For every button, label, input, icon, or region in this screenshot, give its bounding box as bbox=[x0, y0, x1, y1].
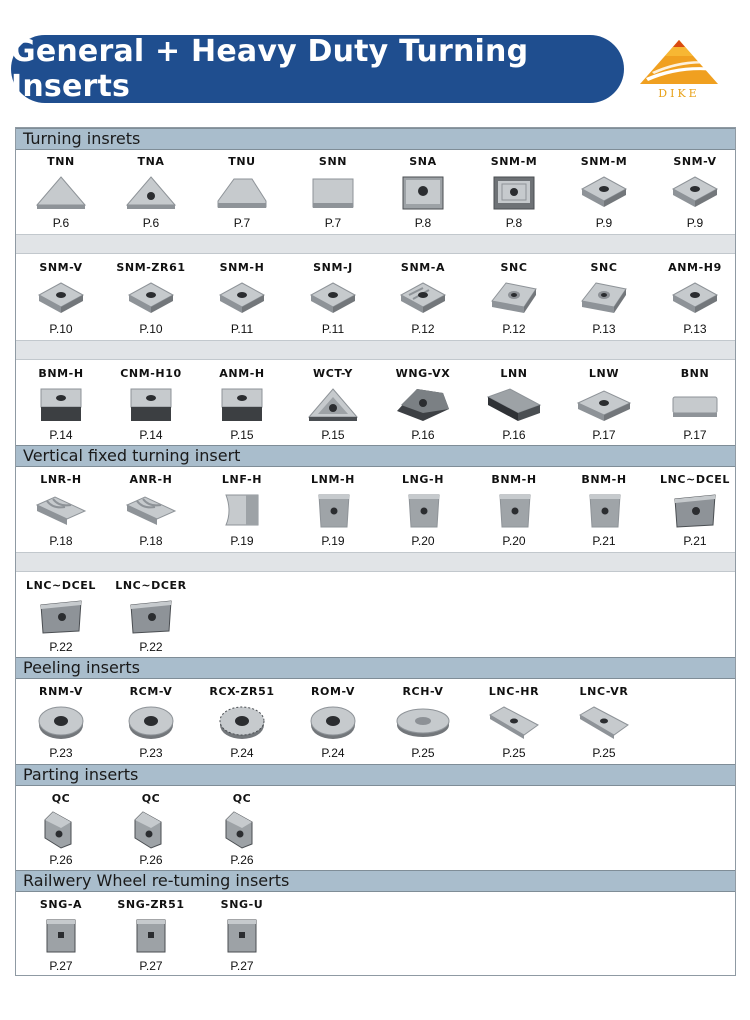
insert-code: SNG-A bbox=[39, 898, 83, 911]
railway-square-insert-icon bbox=[212, 914, 272, 956]
insert-code: SNM-A bbox=[400, 261, 446, 274]
insert-item[interactable] bbox=[378, 149, 468, 231]
insert-item[interactable] bbox=[650, 255, 740, 337]
insert-item[interactable] bbox=[197, 786, 287, 868]
insert-item[interactable] bbox=[16, 892, 106, 974]
thick-block-insert-icon bbox=[212, 383, 272, 425]
page-reference: P.17 bbox=[592, 428, 616, 442]
tangential-insert-icon bbox=[574, 489, 634, 531]
insert-item[interactable] bbox=[106, 255, 196, 337]
long-hole-insert-icon bbox=[574, 383, 634, 425]
page-reference: P.20 bbox=[502, 534, 526, 548]
insert-code: TNA bbox=[137, 155, 165, 168]
insert-item[interactable] bbox=[16, 361, 106, 443]
railway-square-insert-icon bbox=[31, 914, 91, 956]
grooved-bar-insert-icon bbox=[31, 489, 91, 531]
insert-item[interactable] bbox=[16, 467, 106, 549]
title-banner bbox=[11, 35, 624, 103]
insert-item[interactable] bbox=[378, 467, 468, 549]
square-diamond-insert-icon bbox=[665, 277, 725, 319]
page-reference: P.18 bbox=[139, 534, 163, 548]
insert-item[interactable] bbox=[197, 255, 287, 337]
insert-code: ANR-H bbox=[129, 473, 173, 486]
page-reference: P.12 bbox=[502, 322, 526, 336]
insert-item[interactable] bbox=[288, 467, 378, 549]
profile-insert-icon bbox=[212, 489, 272, 531]
parting-insert-icon bbox=[212, 808, 272, 850]
insert-item[interactable] bbox=[106, 786, 196, 868]
insert-item[interactable] bbox=[16, 149, 106, 231]
page-reference: P.21 bbox=[592, 534, 616, 548]
round-insert-icon bbox=[303, 701, 363, 743]
page-reference: P.25 bbox=[502, 746, 526, 760]
insert-code: TNU bbox=[228, 155, 256, 168]
insert-item[interactable] bbox=[559, 149, 649, 231]
page-reference: P.26 bbox=[230, 853, 254, 867]
insert-code: LNC~DCEL bbox=[659, 473, 731, 486]
page-reference: P.22 bbox=[49, 640, 73, 654]
thick-block-insert-icon bbox=[31, 383, 91, 425]
page-reference: P.17 bbox=[683, 428, 707, 442]
section-title: Peeling inserts bbox=[23, 658, 140, 677]
row-divider bbox=[16, 234, 735, 254]
insert-code: LNC-VR bbox=[579, 685, 629, 698]
section-title: Parting inserts bbox=[23, 765, 139, 784]
page-title: General + Heavy Duty Turning Inserts bbox=[11, 34, 529, 104]
page-reference: P.12 bbox=[411, 322, 435, 336]
triangle-insert-icon bbox=[31, 171, 91, 213]
page-reference: P.24 bbox=[321, 746, 345, 760]
insert-code: SNA bbox=[409, 155, 437, 168]
page-reference: P.11 bbox=[321, 322, 345, 336]
insert-item[interactable] bbox=[559, 361, 649, 443]
insert-item[interactable] bbox=[559, 467, 649, 549]
dike-logo bbox=[638, 38, 720, 104]
section-header bbox=[16, 764, 735, 786]
grooved-bar-insert-icon bbox=[121, 489, 181, 531]
page-reference: P.19 bbox=[321, 534, 345, 548]
square-diamond-grooved-insert-icon bbox=[393, 277, 453, 319]
insert-code: TNN bbox=[47, 155, 75, 168]
insert-code: LNG-H bbox=[401, 473, 444, 486]
thick-block-insert-icon bbox=[121, 383, 181, 425]
page-reference: P.13 bbox=[683, 322, 707, 336]
page-reference: P.27 bbox=[139, 959, 163, 973]
insert-code: LNC~DCEL bbox=[25, 579, 97, 592]
page-reference: P.22 bbox=[139, 640, 163, 654]
insert-code: LNF-H bbox=[221, 473, 263, 486]
insert-code: BNN bbox=[680, 367, 710, 380]
insert-item[interactable] bbox=[16, 255, 106, 337]
page-reference: P.14 bbox=[139, 428, 163, 442]
page-reference: P.16 bbox=[411, 428, 435, 442]
insert-item[interactable] bbox=[197, 361, 287, 443]
insert-code: ROM-V bbox=[310, 685, 356, 698]
insert-code: SNC bbox=[500, 261, 528, 274]
tangential-angled-insert-icon bbox=[665, 489, 725, 531]
page-reference: P.13 bbox=[592, 322, 616, 336]
page-reference: P.27 bbox=[49, 959, 73, 973]
page-reference: P.23 bbox=[49, 746, 73, 760]
square-hole-insert-icon bbox=[393, 171, 453, 213]
insert-code: SNG-ZR51 bbox=[117, 898, 185, 911]
insert-code: LNR-H bbox=[40, 473, 82, 486]
section-title: Railwery Wheel re-tuming inserts bbox=[23, 871, 290, 890]
square-countersunk-insert-icon bbox=[484, 277, 544, 319]
page-reference: P.18 bbox=[49, 534, 73, 548]
insert-code: RCH-V bbox=[402, 685, 444, 698]
insert-code: BNM-H bbox=[491, 473, 537, 486]
insert-code: SNG-U bbox=[220, 898, 264, 911]
round-flat-insert-icon bbox=[393, 701, 453, 743]
insert-code: RCX-ZR51 bbox=[209, 685, 275, 698]
insert-item[interactable] bbox=[16, 786, 106, 868]
insert-item[interactable] bbox=[288, 149, 378, 231]
insert-code: ANM-H9 bbox=[668, 261, 722, 274]
square-diamond-insert-icon bbox=[665, 171, 725, 213]
tangential-insert-icon bbox=[303, 489, 363, 531]
insert-item[interactable] bbox=[288, 255, 378, 337]
section-header bbox=[16, 128, 735, 150]
insert-item[interactable] bbox=[559, 679, 649, 761]
trigon-chipbreaker-insert-icon bbox=[303, 383, 363, 425]
page-reference: P.15 bbox=[230, 428, 254, 442]
insert-code: RNM-V bbox=[39, 685, 83, 698]
insert-code: SNM-M bbox=[580, 155, 628, 168]
square-diamond-insert-icon bbox=[121, 277, 181, 319]
page-reference: P.15 bbox=[321, 428, 345, 442]
insert-item[interactable] bbox=[106, 892, 196, 974]
insert-code: QC bbox=[51, 792, 71, 805]
insert-item[interactable] bbox=[106, 467, 196, 549]
peeling-bar-insert-icon bbox=[484, 701, 544, 743]
insert-catalog bbox=[15, 127, 736, 976]
square-diamond-insert-icon bbox=[31, 277, 91, 319]
section-header bbox=[16, 870, 735, 892]
insert-code: SNC bbox=[590, 261, 618, 274]
page-reference: P.8 bbox=[505, 216, 523, 230]
page-reference: P.25 bbox=[411, 746, 435, 760]
railway-square-insert-icon bbox=[121, 914, 181, 956]
insert-code: SNM-J bbox=[313, 261, 353, 274]
insert-code: LNC~DCER bbox=[115, 579, 187, 592]
insert-code: SNN bbox=[318, 155, 348, 168]
round-serrated-insert-icon bbox=[212, 701, 272, 743]
page-reference: P.9 bbox=[686, 216, 704, 230]
insert-item[interactable] bbox=[16, 679, 106, 761]
page-reference: P.16 bbox=[502, 428, 526, 442]
insert-item[interactable] bbox=[469, 679, 559, 761]
dike-logo-mark-icon bbox=[638, 38, 720, 88]
insert-code: LNW bbox=[588, 367, 620, 380]
insert-code: BNM-H bbox=[38, 367, 84, 380]
logo-text: DIKE bbox=[658, 87, 700, 100]
page-reference: P.8 bbox=[414, 216, 432, 230]
insert-item[interactable] bbox=[197, 149, 287, 231]
square-diamond-insert-icon bbox=[303, 277, 363, 319]
page-reference: P.19 bbox=[230, 534, 254, 548]
square-diamond-insert-icon bbox=[212, 277, 272, 319]
insert-code: SNM-ZR61 bbox=[116, 261, 186, 274]
trigon-dark-insert-icon bbox=[393, 383, 453, 425]
long-bar-insert-icon bbox=[484, 383, 544, 425]
insert-item[interactable] bbox=[197, 679, 287, 761]
page-reference: P.14 bbox=[49, 428, 73, 442]
page-reference: P.26 bbox=[49, 853, 73, 867]
parting-insert-icon bbox=[31, 808, 91, 850]
round-insert-icon bbox=[31, 701, 91, 743]
insert-code: CNM-H10 bbox=[120, 367, 182, 380]
insert-item[interactable] bbox=[288, 361, 378, 443]
page-reference: P.10 bbox=[139, 322, 163, 336]
insert-code: SNM-H bbox=[219, 261, 265, 274]
insert-code: SNM-V bbox=[39, 261, 83, 274]
triangle-hole-insert-icon bbox=[121, 171, 181, 213]
page-reference: P.6 bbox=[52, 216, 70, 230]
row-divider bbox=[16, 340, 735, 360]
square-countersunk-insert-icon bbox=[574, 277, 634, 319]
page-reference: P.6 bbox=[142, 216, 160, 230]
square-diamond-insert-icon bbox=[574, 171, 634, 213]
insert-item[interactable] bbox=[650, 149, 740, 231]
tangential-insert-icon bbox=[484, 489, 544, 531]
insert-code: BNM-H bbox=[581, 473, 627, 486]
page-reference: P.7 bbox=[233, 216, 251, 230]
insert-item[interactable] bbox=[197, 892, 287, 974]
insert-item[interactable] bbox=[469, 467, 559, 549]
insert-code: SNM-V bbox=[673, 155, 717, 168]
page-reference: P.9 bbox=[595, 216, 613, 230]
insert-code: RCM-V bbox=[129, 685, 173, 698]
insert-code: LNN bbox=[500, 367, 528, 380]
page-reference: P.10 bbox=[49, 322, 73, 336]
insert-item[interactable] bbox=[469, 361, 559, 443]
round-insert-icon bbox=[121, 701, 181, 743]
insert-item[interactable] bbox=[378, 679, 468, 761]
page-reference: P.21 bbox=[683, 534, 707, 548]
tangential-insert-icon bbox=[393, 489, 453, 531]
tangential-angled-insert-icon bbox=[121, 595, 181, 637]
insert-item[interactable] bbox=[378, 361, 468, 443]
insert-item[interactable] bbox=[559, 255, 649, 337]
insert-item[interactable] bbox=[378, 255, 468, 337]
page-reference: P.26 bbox=[139, 853, 163, 867]
insert-item[interactable] bbox=[469, 255, 559, 337]
insert-item[interactable] bbox=[106, 573, 196, 655]
page-reference: P.27 bbox=[230, 959, 254, 973]
insert-code: QC bbox=[232, 792, 252, 805]
insert-code: WCT-Y bbox=[312, 367, 353, 380]
insert-item[interactable] bbox=[288, 679, 378, 761]
page-reference: P.24 bbox=[230, 746, 254, 760]
square-chipbreaker-insert-icon bbox=[484, 171, 544, 213]
page-reference: P.23 bbox=[139, 746, 163, 760]
square-insert-icon bbox=[303, 171, 363, 213]
section-title: Turning insrets bbox=[23, 129, 141, 148]
page-reference: P.25 bbox=[592, 746, 616, 760]
insert-item[interactable] bbox=[197, 467, 287, 549]
flat-plate-insert-icon bbox=[665, 383, 725, 425]
row-divider bbox=[16, 552, 735, 572]
insert-item[interactable] bbox=[106, 361, 196, 443]
insert-code: QC bbox=[141, 792, 161, 805]
section-header bbox=[16, 657, 735, 679]
insert-code: LNC-HR bbox=[488, 685, 540, 698]
section-header bbox=[16, 445, 735, 467]
page-reference: P.11 bbox=[230, 322, 254, 336]
parting-insert-icon bbox=[121, 808, 181, 850]
insert-item[interactable] bbox=[469, 149, 559, 231]
peeling-bar-insert-icon bbox=[574, 701, 634, 743]
insert-code: ANM-H bbox=[219, 367, 265, 380]
insert-item[interactable] bbox=[106, 679, 196, 761]
insert-code: LNM-H bbox=[311, 473, 355, 486]
insert-code: SNM-M bbox=[490, 155, 538, 168]
insert-code: WNG-VX bbox=[395, 367, 451, 380]
tangential-angled-insert-icon bbox=[31, 595, 91, 637]
insert-item[interactable] bbox=[106, 149, 196, 231]
page-reference: P.7 bbox=[324, 216, 342, 230]
page-reference: P.20 bbox=[411, 534, 435, 548]
trigon-insert-icon bbox=[212, 171, 272, 213]
insert-item[interactable] bbox=[650, 467, 740, 549]
insert-item[interactable] bbox=[650, 361, 740, 443]
insert-item[interactable] bbox=[16, 573, 106, 655]
section-title: Vertical fixed turning insert bbox=[23, 446, 241, 465]
